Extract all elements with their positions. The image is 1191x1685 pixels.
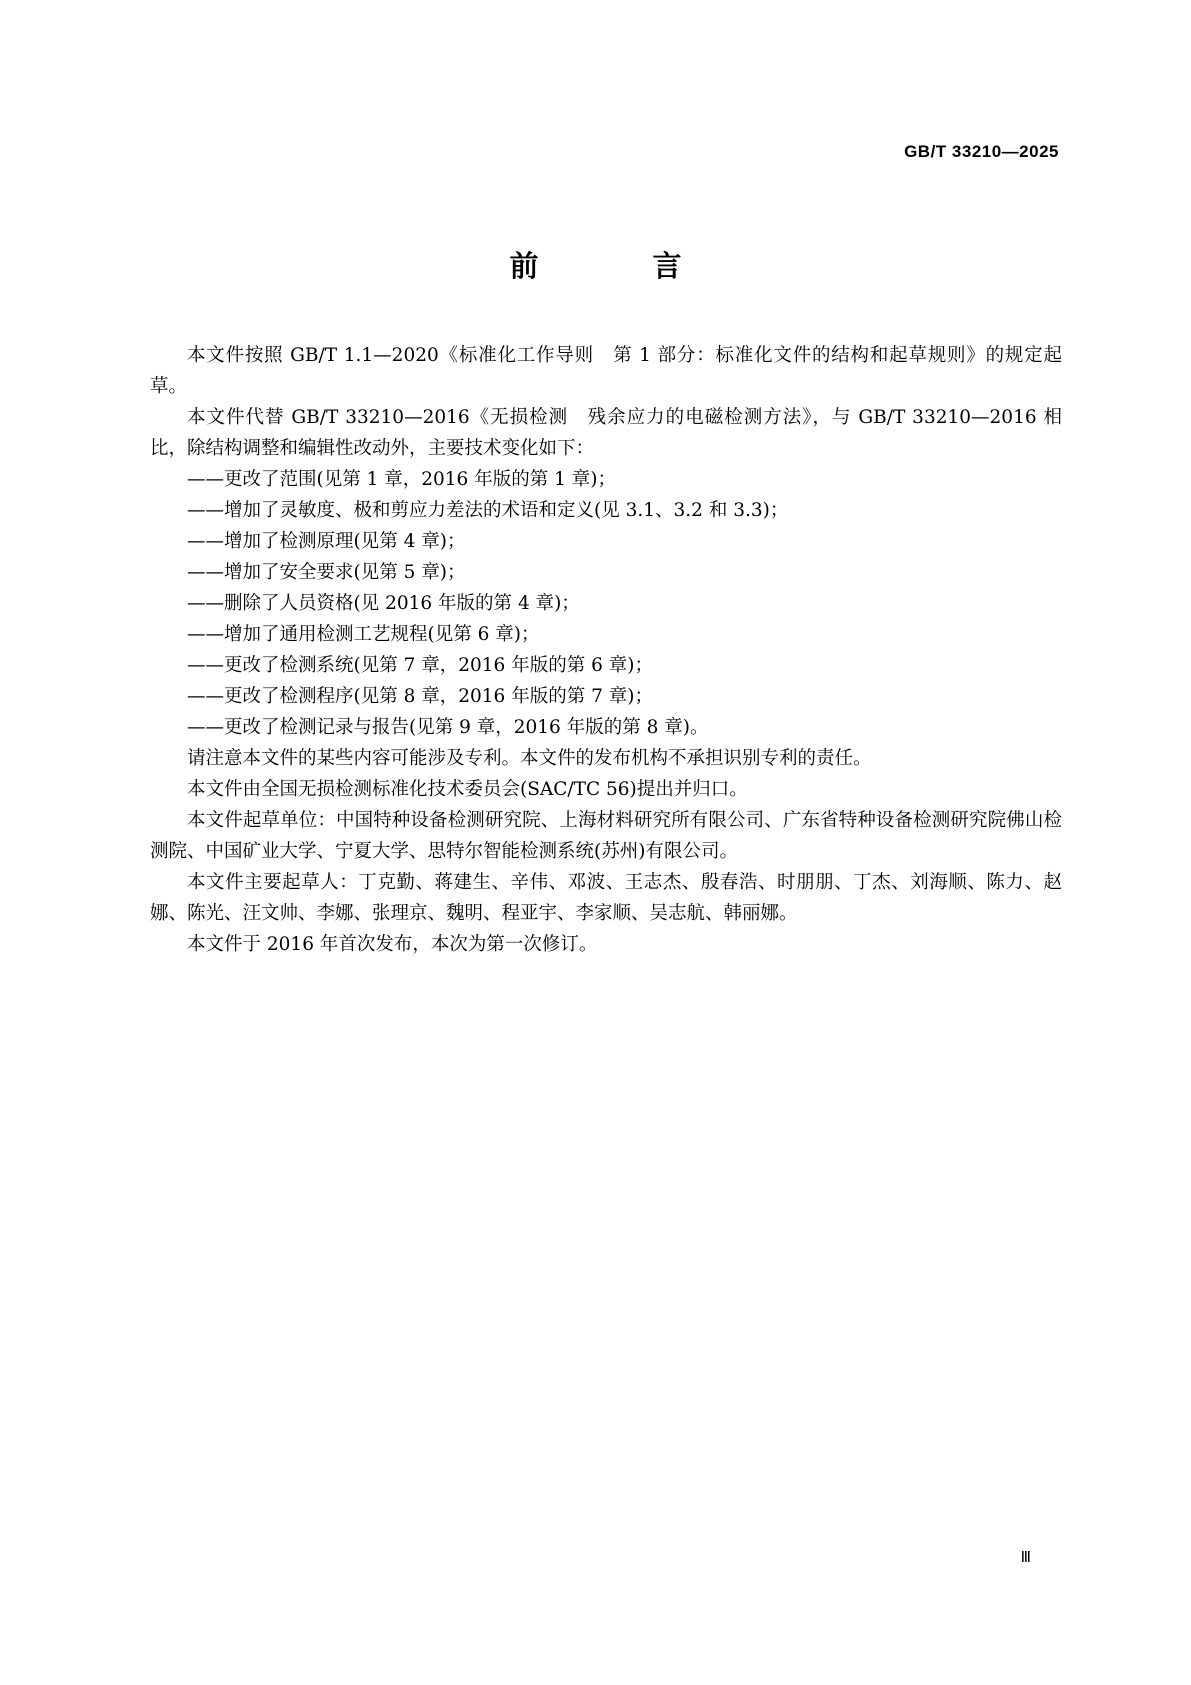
page-title: 前 言: [509, 249, 734, 283]
list-item: ——删除了人员资格(见 2016 年版的第 4 章)；: [187, 593, 580, 614]
list-item: ——增加了检测原理(见第 4 章)；: [187, 531, 466, 552]
list-item: ——更改了范围(见第 1 章，2016 年版的第 1 章)；: [187, 469, 616, 490]
paragraph-proposer: 本文件由全国无损检测标准化技术委员会(SAC/TC 56)提出并归口。: [187, 779, 748, 800]
list-item: ——更改了检测程序(见第 8 章，2016 年版的第 7 章)；: [187, 686, 653, 707]
foreword-body: [150, 340, 1062, 960]
paragraph-replacement: 本文件代替 GB/T 33210—2016《无损检测 残余应力的电磁检测方法》，与 GB/T 33210—2016 相比，除结构调整和编辑性改动外，主要技术变化如下：: [150, 407, 1062, 459]
list-item: ——增加了安全要求(见第 5 章)；: [187, 562, 466, 583]
standard-number: GB/T 33210—2025: [904, 142, 1059, 161]
paragraph-revision-history: 本文件于 2016 年首次发布，本次为第一次修订。: [187, 934, 598, 955]
paragraph-drafting-units: 本文件起草单位：中国特种设备检测研究院、上海材料研究所有限公司、广东省特种设备检测研究院佛山检测院、中国矿业大学、宁夏大学、思特尔智能检测系统(苏州)有限公司。: [150, 810, 1062, 862]
list-item: ——增加了通用检测工艺规程(见第 6 章)；: [187, 624, 540, 645]
paragraph-drafting-rules: 本文件按照 GB/T 1.1—2020《标准化工作导则 第 1 部分：标准化文件的结构和起草规则》的规定起草。: [150, 345, 1062, 397]
page-number: Ⅲ: [1020, 1550, 1031, 1566]
paragraph-drafters: 本文件主要起草人：丁克勤、蒋建生、辛伟、邓波、王志杰、殷春浩、时朋朋、丁杰、刘海顺、陈力、赵娜、陈光、汪文帅、李娜、张理京、魏明、程亚宇、李家顺、吴志航、韩丽娜。: [150, 872, 1062, 924]
technical-changes-list: [150, 464, 1062, 743]
paragraph-patent-notice: 请注意本文件的某些内容可能涉及专利。本文件的发布机构不承担识别专利的责任。: [187, 748, 872, 769]
list-item: ——增加了灵敏度、极和剪应力差法的术语和定义(见 3.1、3.2 和 3.3)；: [187, 500, 789, 521]
list-item: ——更改了检测记录与报告(见第 9 章，2016 年版的第 8 章)。: [187, 717, 709, 738]
list-item: ——更改了检测系统(见第 7 章，2016 年版的第 6 章)；: [187, 655, 653, 676]
